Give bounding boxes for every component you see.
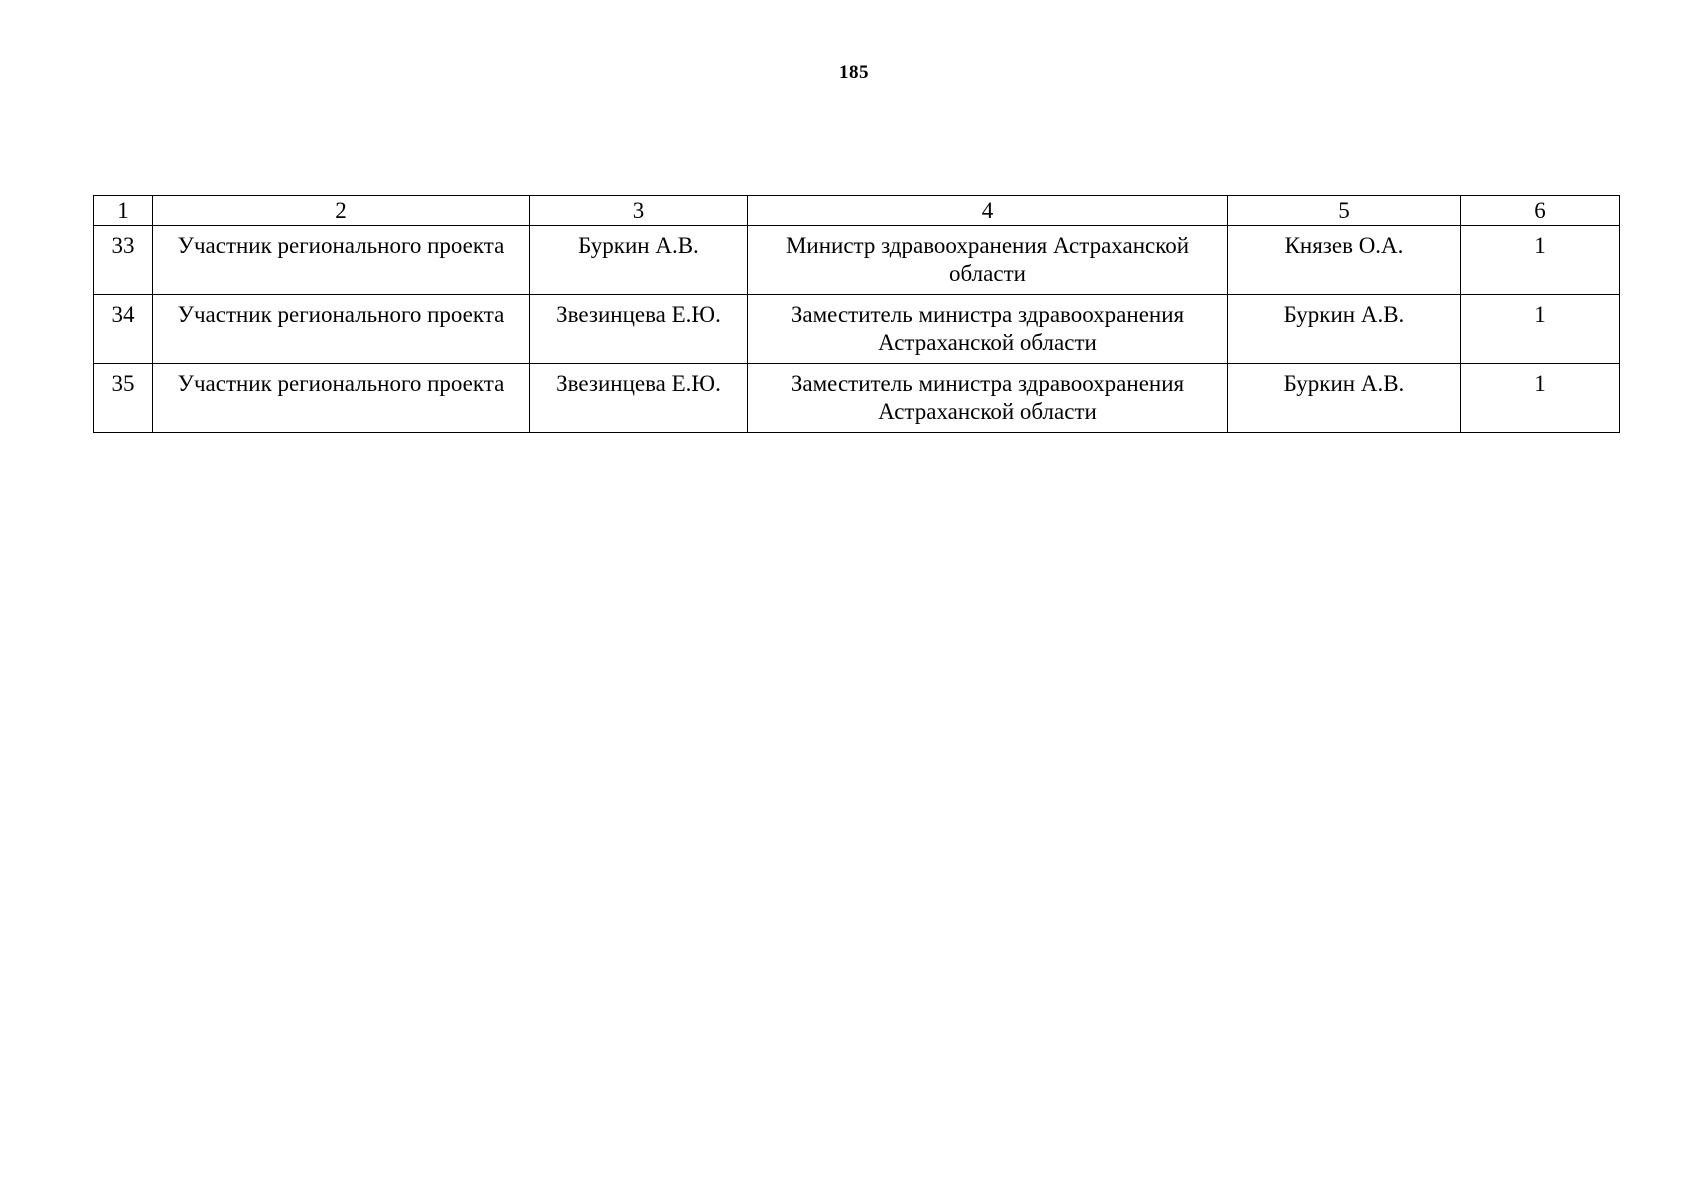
table-body bbox=[94, 226, 1620, 433]
column-header-3: 3 bbox=[530, 196, 748, 226]
row-number-cell: 35 bbox=[94, 364, 153, 433]
column-header-6: 6 bbox=[1461, 196, 1620, 226]
position-cell: Заместитель министра здравоохранения Астраханской области bbox=[748, 364, 1228, 433]
role-cell: Участник регионального проекта bbox=[153, 295, 530, 364]
table-row bbox=[94, 226, 1620, 295]
role-cell: Участник регионального проекта bbox=[153, 226, 530, 295]
participants-table bbox=[93, 195, 1620, 433]
name-cell: Буркин А.В. bbox=[530, 226, 748, 295]
name-cell: Звезинцева Е.Ю. bbox=[530, 364, 748, 433]
supervisor-cell: Князев О.А. bbox=[1228, 226, 1461, 295]
row-number-cell: 33 bbox=[94, 226, 153, 295]
table-row bbox=[94, 364, 1620, 433]
count-cell: 1 bbox=[1461, 295, 1620, 364]
row-number-cell: 34 bbox=[94, 295, 153, 364]
count-cell: 1 bbox=[1461, 226, 1620, 295]
table-row bbox=[94, 295, 1620, 364]
column-header-1: 1 bbox=[94, 196, 153, 226]
column-header-5: 5 bbox=[1228, 196, 1461, 226]
supervisor-cell: Буркин А.В. bbox=[1228, 295, 1461, 364]
page-number: 185 bbox=[839, 62, 869, 83]
count-cell: 1 bbox=[1461, 364, 1620, 433]
column-header-4: 4 bbox=[748, 196, 1228, 226]
position-cell: Заместитель министра здравоохранения Астраханской области bbox=[748, 295, 1228, 364]
column-header-2: 2 bbox=[153, 196, 530, 226]
table-header-row bbox=[94, 196, 1620, 226]
position-cell: Министр здравоохранения Астраханской области bbox=[748, 226, 1228, 295]
role-cell: Участник регионального проекта bbox=[153, 364, 530, 433]
name-cell: Звезинцева Е.Ю. bbox=[530, 295, 748, 364]
table-header bbox=[94, 196, 1620, 226]
supervisor-cell: Буркин А.В. bbox=[1228, 364, 1461, 433]
